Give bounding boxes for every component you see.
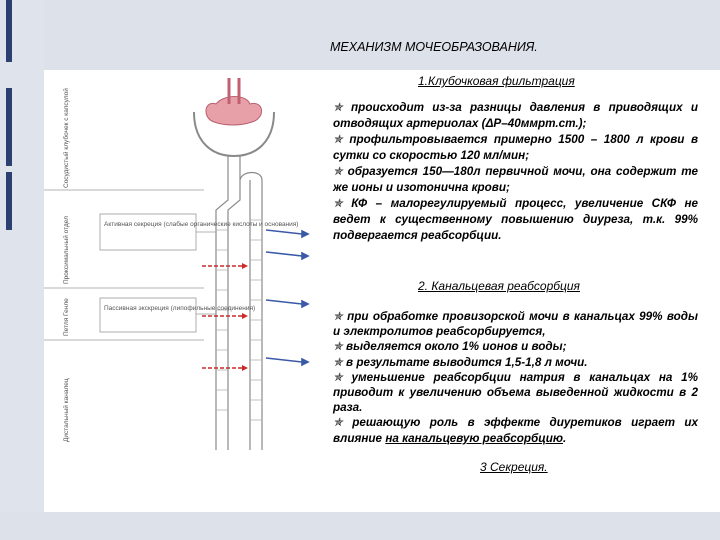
star-bullet-icon: ✯ [333, 197, 343, 210]
proximal-tubule [216, 156, 262, 450]
label-secretion-active: Активная секреция (слабые органические кислоты и основания) [104, 221, 299, 228]
slide-marker-bar [6, 0, 12, 62]
label-segment-distal: Дистальный каналец [63, 378, 70, 442]
list-item: ✯ выделяется около 1% ионов и воды; [333, 340, 567, 354]
nephron-diagram [44, 70, 330, 456]
tubule-segments [216, 220, 262, 420]
nephron-svg [44, 70, 330, 456]
label-segment-loop: Петля Генле [63, 298, 70, 336]
list-item: ✯ в результате выводится 1,5-1,8 л мочи. [333, 355, 588, 369]
label-leaders [196, 232, 216, 314]
label-segment-top: Сосудистый клубочек с капсулой [63, 88, 70, 188]
list-item: ✯ уменьшение реабсорбции натрия в канальцах на 1% приводит к увеличению объема выведенной жидкости в 2 раза. [333, 370, 699, 415]
section1-list [333, 100, 698, 244]
secretion-arrowheads [242, 263, 248, 371]
list-item: ✯ решающую роль в эффекте диуретиков играет их влияние на канальцевую реабсорбцию. [333, 416, 699, 445]
slide-marker-bar [6, 172, 12, 230]
section2-heading: 2. Канальцевая реабсорбция [418, 279, 580, 293]
label-box-active [100, 214, 196, 250]
star-bullet-icon: ✯ [333, 340, 343, 354]
section3-heading: 3 Секреция. [480, 460, 548, 474]
star-bullet-icon: ✯ [333, 310, 343, 323]
footer-band [0, 512, 720, 540]
left-margin-strip [0, 0, 44, 540]
list-item: ✯ образуется 150—180л первичной мочи, она содержит те же ионы и изотонична крови; [333, 165, 698, 194]
list-item: ✯ при обработке провизорской мочи в канальцах 99% воды и электролитов реабсорбируется, [333, 310, 698, 339]
star-bullet-icon: ✯ [333, 101, 343, 114]
reabsorption-arrows [266, 230, 308, 365]
label-box-passive [100, 298, 196, 332]
header-band [0, 0, 720, 70]
glomerulus [194, 78, 274, 156]
section2-list [333, 309, 698, 446]
list-item: ✯ профильтровывается примерно 1500 – 1800 л крови в сутки со скоростью 120 мл/мин; [333, 133, 699, 162]
star-bullet-icon: ✯ [333, 165, 343, 178]
star-bullet-icon: ✯ [333, 416, 343, 430]
star-bullet-icon: ✯ [333, 133, 343, 146]
secretion-arrows [202, 266, 242, 368]
star-bullet-icon: ✯ [333, 370, 343, 384]
list-item: ✯ происходит из-за разницы давления в приводящих и отводящих артериолах (ΔР–40ммрт.ст.); [333, 101, 698, 130]
label-secretion-passive: Пассивная экскреция (липофильные соединения) [104, 305, 256, 312]
star-bullet-icon: ✯ [333, 355, 343, 369]
section1-heading: 1.Клубочковая фильтрация [418, 74, 575, 88]
list-item: ✯ КФ – малорегулируемый процесс, увеличение СКФ не ведет к существенному повышению диуреза, т.к. 99% подвергается реабсорбции. [333, 197, 699, 242]
page-title: МЕХАНИЗМ МОЧЕОБРАЗОВАНИЯ. [330, 40, 538, 54]
label-segment-proximal: Проксимальный отдел [63, 216, 70, 284]
slide-marker-bar [6, 88, 12, 166]
